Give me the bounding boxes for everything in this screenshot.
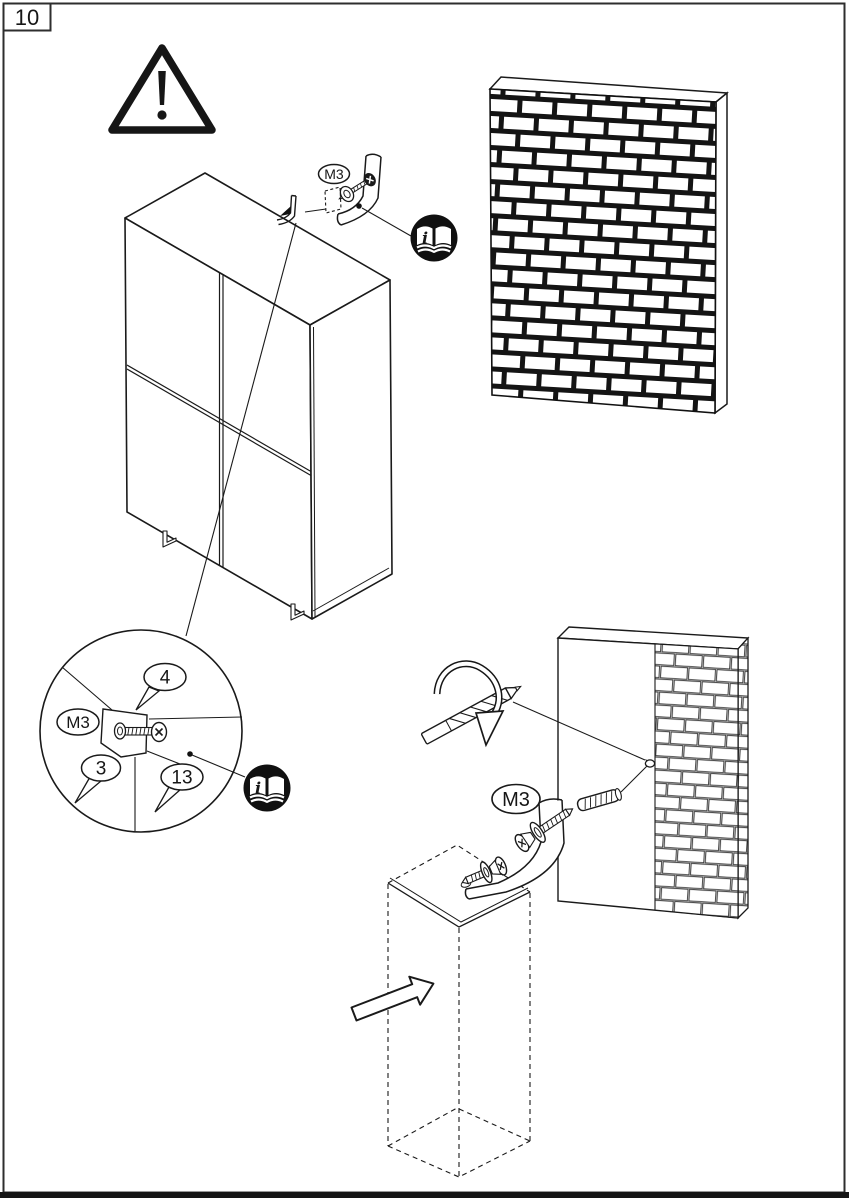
part-number: 4 — [159, 667, 171, 689]
manual-book-icon — [411, 215, 458, 262]
drill-bit-icon — [421, 664, 523, 745]
hardware-size-label: M3 — [66, 713, 90, 732]
part-number: 3 — [95, 758, 107, 780]
part-number: 13 — [171, 767, 193, 789]
push-direction-arrow — [352, 977, 434, 1021]
hardware-size-badge-wall — [492, 785, 540, 814]
step-number: 10 — [14, 5, 40, 30]
warning-triangle-icon — [112, 48, 212, 130]
screw-hole-dot — [356, 203, 362, 209]
hardware-size-label: M3 — [502, 789, 530, 811]
hardware-size-label: M3 — [324, 166, 344, 182]
cabinet-illustration — [125, 173, 392, 620]
bracket-position-ghost — [325, 187, 341, 213]
manual-leader-line — [362, 208, 411, 236]
ghost-cabinet-dashed — [388, 845, 530, 1177]
reference-dot — [187, 751, 193, 757]
callout-size-m3 — [57, 709, 99, 735]
detail-zoom-circle — [40, 630, 242, 832]
bottom-bar — [0, 1192, 849, 1198]
rotation-arrowhead — [476, 711, 503, 745]
brick-wall-illustration — [490, 77, 727, 413]
manual-book-icon — [244, 765, 291, 812]
mounting-wall-illustration — [558, 627, 748, 918]
